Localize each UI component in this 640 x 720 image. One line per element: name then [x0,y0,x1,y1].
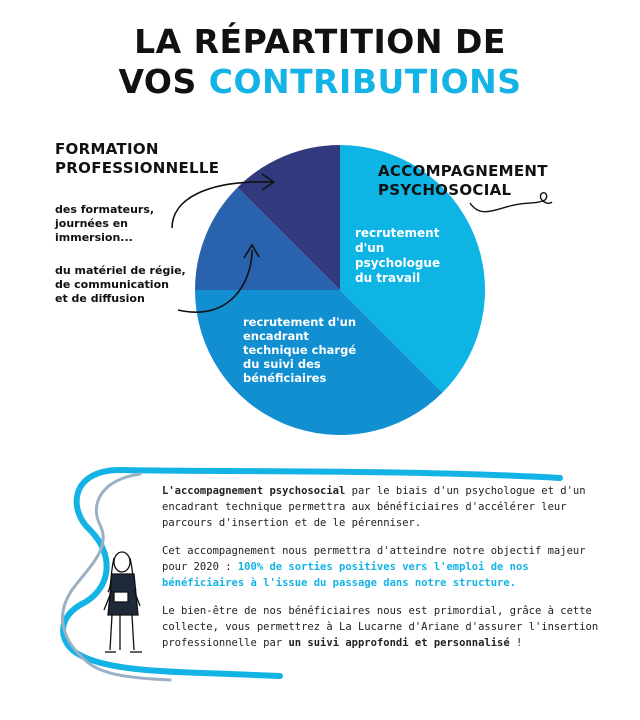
encadrant-line4: du suivi des [243,357,321,371]
p3-end: ! [509,637,523,649]
psychosocial-heading [378,162,548,200]
materiel-line1: du matériel de régie, [55,264,186,277]
paragraph-3 [162,603,612,651]
person-illustration [104,552,142,652]
formation-heading-line2: PROFESSIONNELLE [55,159,220,177]
psychologue-line2: d'un [355,241,385,255]
p2-start: Cet accompagnement nous permettra d'atteindre notre objectif majeur pour 2020 : [162,545,586,573]
formateurs-line3: immersion... [55,231,133,244]
materiel-line2: de communication [55,278,169,291]
title-word-vos: VOS [118,62,197,101]
p3-bold: un suivi approfondi et personnalisé [288,637,510,649]
paragraph-1 [162,483,612,531]
materiel-line3: et de diffusion [55,292,145,305]
title-word-contributions: CONTRIBUTIONS [208,62,522,101]
paragraph-2 [162,543,612,591]
formation-heading-line1: FORMATION [55,140,159,158]
slice-label-encadrant [243,315,356,385]
encadrant-line3: technique chargé [243,343,357,357]
psychosocial-heading-line1: ACCOMPAGNEMENT [378,162,548,180]
p2-highlight: 100% de sorties positives vers l'emploi de nos bénéficiaires à l'issue du passage dans notre structure. [162,561,529,589]
p3-start: Le bien-être de nos bénéficiaires nous est primordial, grâce à cette collecte, vous permettrez à La Lucarne d'Ariane d'assurer l'insertion professionnelle par [162,605,599,649]
encadrant-line5: bénéficiaires [243,371,327,385]
p1-bold: L'accompagnement psychosocial [162,485,346,497]
formateurs-line2: journées en [55,217,129,230]
slice-label-psychologue [355,226,440,286]
psychologue-line1: recrutement [355,226,440,240]
materiel-label [55,264,186,306]
encadrant-line2: encadrant [243,329,309,343]
psychologue-line3: psychologue [355,256,441,270]
psychosocial-heading-line2: PSYCHOSOCIAL [378,181,512,199]
body-text [162,483,612,663]
encadrant-line1: recrutement d'un [243,315,357,329]
formateurs-label [55,203,154,245]
formation-heading [55,140,219,178]
formateurs-line1: des formateurs, [55,203,155,216]
p1-rest: par le biais d'un psychologue et d'un encadrant technique permettra aux bénéficiaires d'accélérer leur parcours d'insertion et de le pérenniser. [162,485,586,529]
page-title-line1: LA RÉPARTITION DE [134,22,506,61]
psychologue-line4: du travail [355,271,421,285]
